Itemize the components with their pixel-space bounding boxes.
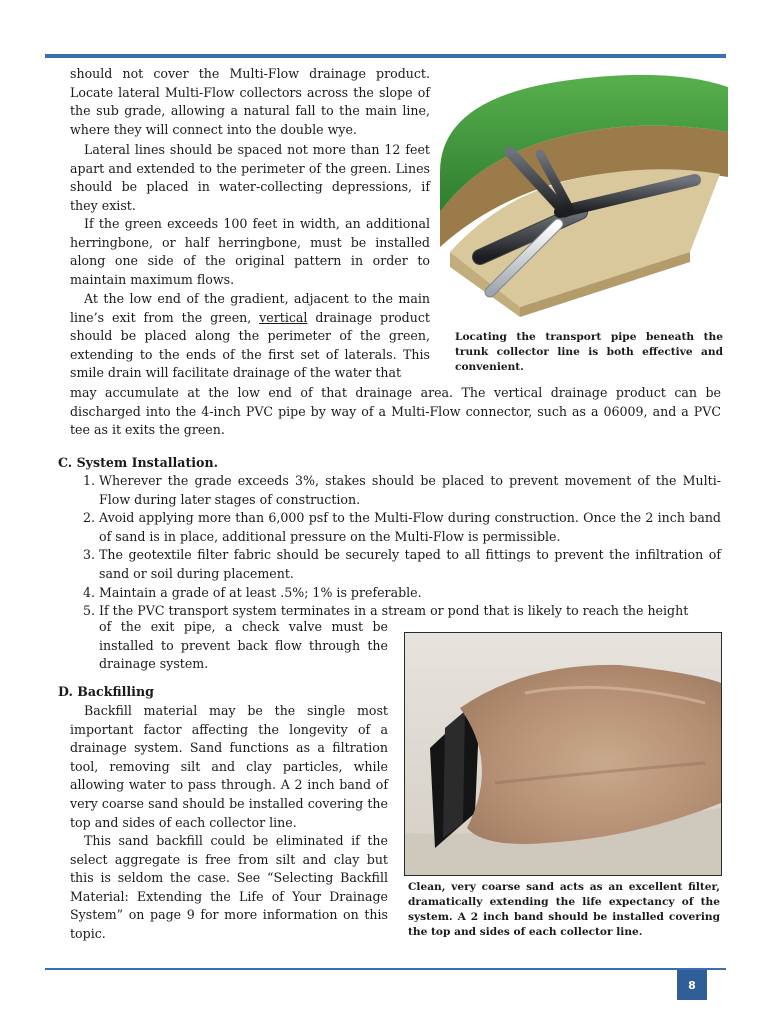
backfill-paragraph-1: Backfill material may be the single most important factor affecting the longevity of a drainage system. Sand functions as a filtration tool, removing silt and clay particles, while allowing water to pass through. A 2 inch band of very coarse sand should be installed covering the top and sides of each collector line. [70, 703, 388, 830]
body-paragraph-3: If the green exceeds 100 feet in width, an additional herringbone, or half herringbone, must be installed along one side of the original pattern in order to maintain maximum flows. [70, 216, 430, 287]
installation-list [78, 472, 721, 621]
list-item: 2. Avoid applying more than 6,000 psf to the Multi-Flow during construction. Once the 2 inch band of sand is in place, additional pressure on the Multi-Flow is permissible. [82, 510, 721, 544]
sand-backfill-photo [404, 632, 722, 876]
backfill-paragraph-2: This sand backfill could be eliminated if the select aggregate is free from silt and clay but this is seldom the case. See “Selecting Backfill Material: Extending the Life of Your Drainage System” on page 9 for more information on this topic. [70, 833, 388, 941]
section-d-heading: D. Backfilling [58, 684, 154, 699]
body-paragraph-4: At the low end of the gradient, adjacent to the main line’s exit from the green, vertical drainage product should be placed along the perimeter of the green, extending to the ends of the first set of laterals. This smile drain will facilitate drainage of the water that [70, 291, 430, 381]
top-rule [45, 54, 726, 58]
figure-1-caption: Locating the transport pipe beneath the trunk collector line is both effective and convenient. [455, 331, 723, 373]
body-paragraph-1: should not cover the Multi-Flow drainage product. Locate lateral Multi-Flow collectors across the slope of the sub grade, allowing a natural fall to the main line, where they will connect into the double wye. [70, 66, 430, 137]
body-paragraph-4-continued: may accumulate at the low end of that drainage area. The vertical drainage product can be discharged into the 4-inch PVC pipe by way of a Multi-Flow connector, such as a 06009, and a PVC tee as it exits the green. [70, 385, 721, 438]
section-c-heading: C. System Installation. [58, 455, 218, 470]
body-paragraph-2: Lateral lines should be spaced not more than 12 feet apart and extended to the perimeter of the green. Lines should be placed in water-collecting depressions, if they exist. [70, 142, 430, 213]
bottom-rule [45, 968, 726, 970]
list-item: 4. Maintain a grade of at least .5%; 1% is preferable. [82, 584, 422, 600]
underlined-word: vertical [259, 309, 308, 325]
drainage-pipe-diagram [440, 62, 728, 317]
list-item: 5. If the PVC transport system terminates in a stream or pond that is likely to reach the height [82, 603, 689, 619]
list-item: 3. The geotextile filter fabric should be securely taped to all fittings to prevent the infiltration of sand or soil during placement. [82, 547, 721, 581]
list-item-5-continued: of the exit pipe, a check valve must be installed to prevent back flow through the drainage system. [99, 619, 388, 672]
page-number: 8 [677, 970, 707, 1000]
figure-2-caption: Clean, very coarse sand acts as an excellent filter, dramatically extending the life expectancy of the system. A 2 inch band should be installed covering the top and sides of each collector line. [408, 881, 720, 938]
list-item: 1. Wherever the grade exceeds 3%, stakes should be placed to prevent movement of the Multi-Flow during later stages of construction. [82, 473, 721, 507]
